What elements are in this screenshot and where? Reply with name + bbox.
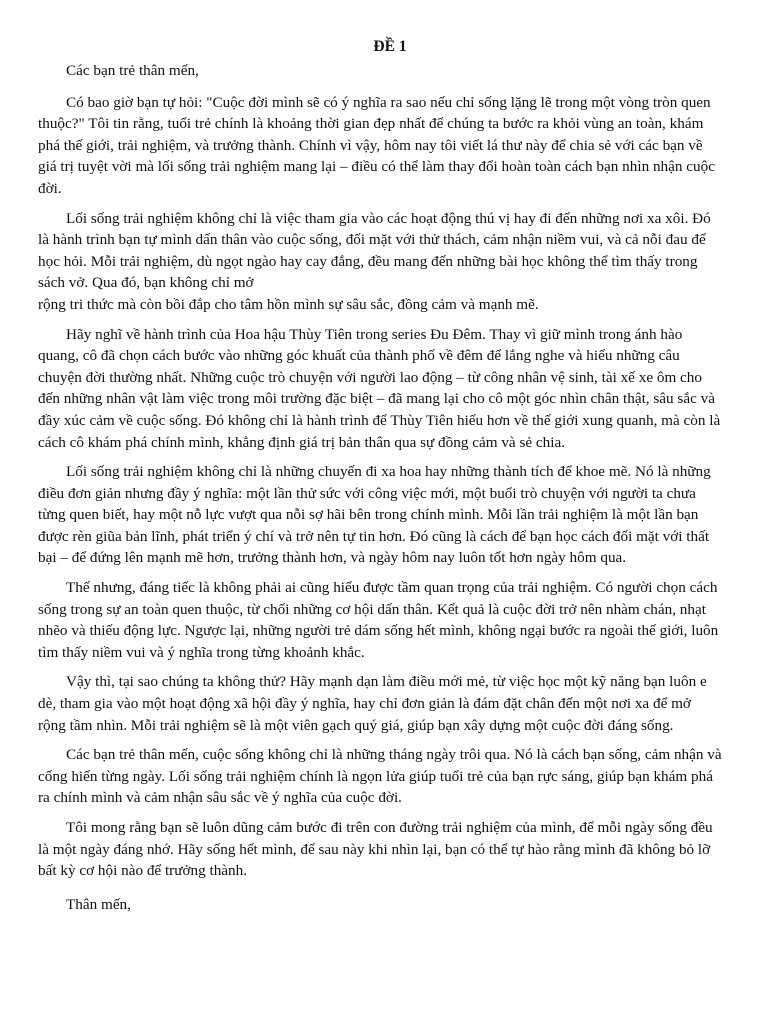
greeting: Các bạn trẻ thân mến,: [66, 62, 199, 79]
paragraph-2: Lối sống trải nghiệm không chỉ là việc tham gia vào các hoạt động thú vị hay đi đến những nơi xa xôi. Đó là hành trình bạn tự mình dấn thân vào cuộc sống, đối mặt với thử thách, cảm nhận niềm vui, và cả nỗi đau để học hỏi. Mỗi trải nghiệm, dù ngọt ngào hay cay đắng, đều mang đến những bài học không thể tìm thấy trong sách vở. Qua đó, bạn không chỉ mở: [38, 209, 711, 292]
paragraph-5: Thế nhưng, đáng tiếc là không phải ai cũng hiểu được tầm quan trọng của trải nghiệm. Có người chọn cách sống trong sự an toàn quen thuộc, từ chối những cơ hội dấn thân. Kết quả là cuộc đời trở nên nhàm chán, nhạt nhẽo và thiếu động lực. Ngược lại, những người trẻ dám sống hết mình, không ngại bước ra ngoài thế giới, luôn tìm thấy niềm vui và ý nghĩa trong từng khoảnh khắc.: [38, 579, 719, 661]
paragraph-3: Hãy nghĩ về hành trình của Hoa hậu Thùy Tiên trong series Đu Đêm. Thay vì giữ mình trong ánh hào quang, cô đã chọn cách bước vào những góc khuất của thành phố về đêm để lắng nghe và hiểu những câu chuyện đời thường nhất. Những cuộc trò chuyện với người lao động – từ công nhân vệ sinh, tài xế xe ôm cho đến những nhân vật làm việc trong môi trường đặc biệt – đã mang lại cho cô một góc nhìn chân thật, sâu sắc và đầy xúc cảm về cuộc sống. Đó không chỉ là hành trình để Thùy Tiên hiểu hơn về thế giới xung quanh, mà còn là cách cô khám phá chính mình, khẳng định giá trị bản thân qua sự đồng cảm và sẻ chia.: [38, 325, 721, 451]
document-page: [38, 36, 722, 915]
paragraph-2-continued: rộng tri thức mà còn bồi đắp cho tâm hồn mình sự sâu sắc, đồng cảm và mạnh mẽ.: [38, 295, 539, 313]
paragraph-7: Các bạn trẻ thân mến, cuộc sống không chỉ là những tháng ngày trôi qua. Nó là cách bạn sống, cảm nhận và cống hiến từng ngày. Lối sống trải nghiệm chính là ngọn lửa giúp tuổi trẻ của bạn rực sáng, giúp bạn khám phá ra chính mình và cảm nhận sâu sắc về ý nghĩa của cuộc đời.: [38, 746, 722, 807]
paragraph-4: Lối sống trải nghiệm không chỉ là những chuyến đi xa hoa hay những thành tích để khoe mẽ. Nó là những điều đơn giản nhưng đầy ý nghĩa: một lần thử sức với công việc mới, một buổi trò chuyện với người ta chưa từng quen biết, hay một nỗ lực vượt qua nỗi sợ hãi bên trong chính mình. Mỗi lần trải nghiệm là một lần bạn được rèn giũa bản lĩnh, phát triển ý chí và trở nên tự tin hơn. Đó cũng là cách để bạn học cách đối mặt với thất bại – để đứng lên mạnh mẽ hơn, trưởng thành hơn, và ngày hôm nay luôn tốt hơn ngày hôm qua.: [38, 463, 711, 567]
paragraph-6: Vậy thì, tại sao chúng ta không thử? Hãy mạnh dạn làm điều mới mẻ, từ việc học một kỹ năng bạn luôn e dè, tham gia vào một hoạt động xã hội đầy ý nghĩa, hay chỉ đơn giản là đám đặt chân đến một nơi xa để mở rộng tầm nhìn. Mỗi trải nghiệm sẽ là một viên gạch quý giá, giúp bạn xây dựng một cuộc đời đáng sống.: [38, 673, 707, 734]
closing: Thân mến,: [66, 895, 131, 913]
document-title: ĐỀ 1: [373, 38, 407, 55]
paragraph-1: Có bao giờ bạn tự hỏi: "Cuộc đời mình sẽ có ý nghĩa ra sao nếu chỉ sống lặng lẽ trong một vòng tròn quen thuộc?" Tôi tin rằng, tuổi trẻ chính là khoảng thời gian đẹp nhất để chúng ta bước ra khỏi vùng an toàn, khám phá thế giới, trải nghiệm, và trưởng thành. Chính vì vậy, hôm nay tôi viết lá thư này để chia sẻ với các bạn về giá trị tuyệt vời mà lối sống trải nghiệm mang lại – điều có thể làm thay đổi hoàn toàn cách bạn nhìn nhận cuộc đời.: [38, 93, 715, 197]
paragraph-8: Tôi mong rằng bạn sẽ luôn dũng cảm bước đi trên con đường trải nghiệm của mình, để mỗi ngày sống đều là một ngày đáng nhớ. Hãy sống hết mình, để sau này khi nhìn lại, bạn có thể tự hào rằng mình đã không bỏ lỡ bất kỳ cơ hội nào để trưởng thành.: [38, 819, 713, 880]
